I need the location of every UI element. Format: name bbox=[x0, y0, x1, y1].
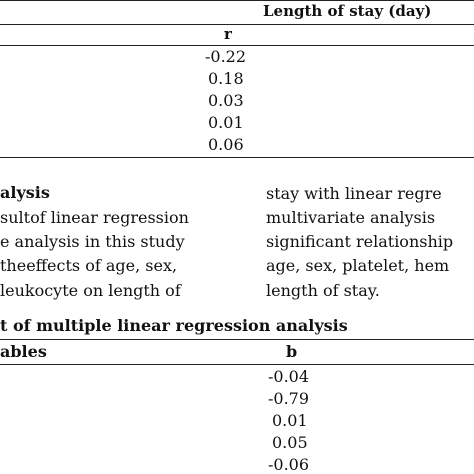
left-paragraph-line: leukocyte on length of bbox=[0, 281, 181, 300]
left-paragraph-line: e analysis in this study bbox=[0, 232, 185, 251]
table2-top-rule bbox=[0, 339, 474, 340]
left-paragraph-line: sultof linear regression bbox=[0, 208, 189, 227]
table1-cell: 0.03 bbox=[208, 91, 244, 110]
right-paragraph-line: multivariate analysis bbox=[266, 208, 436, 227]
table2-col-header-b: b bbox=[286, 342, 298, 361]
table1-cell: 0.01 bbox=[208, 113, 244, 132]
table1-group-header: Length of stay (day) bbox=[263, 2, 432, 20]
table2-cell: 0.01 bbox=[272, 411, 308, 430]
right-paragraph-line: significant relationship bbox=[266, 232, 454, 251]
table2-cell: -0.04 bbox=[268, 367, 310, 386]
table1-subheader-rule bbox=[0, 45, 474, 46]
table2-cell: -0.06 bbox=[268, 455, 310, 474]
table1-cell: -0.22 bbox=[205, 47, 247, 66]
left-paragraph-line: theeffects of age, sex, bbox=[0, 256, 178, 275]
table1-bottom-rule bbox=[0, 157, 474, 158]
table1-col-header-r: r bbox=[224, 25, 232, 43]
table2-col-header-variables: ables bbox=[0, 342, 47, 361]
table1-cell: 0.18 bbox=[208, 69, 244, 88]
table2-cell: -0.79 bbox=[268, 389, 310, 408]
table2-cell: 0.05 bbox=[272, 433, 308, 452]
table1-cell: 0.06 bbox=[208, 135, 244, 154]
section-heading: alysis bbox=[0, 183, 50, 202]
table2-caption: t of multiple linear regression analysis bbox=[0, 316, 348, 335]
table1-top-rule bbox=[0, 0, 474, 1]
right-paragraph-line: stay with linear regre bbox=[266, 184, 442, 203]
table1-header-rule bbox=[0, 24, 474, 25]
right-paragraph-line: length of stay. bbox=[266, 281, 380, 300]
table2-header-rule bbox=[0, 364, 474, 365]
right-paragraph-line: age, sex, platelet, hem bbox=[266, 256, 450, 275]
